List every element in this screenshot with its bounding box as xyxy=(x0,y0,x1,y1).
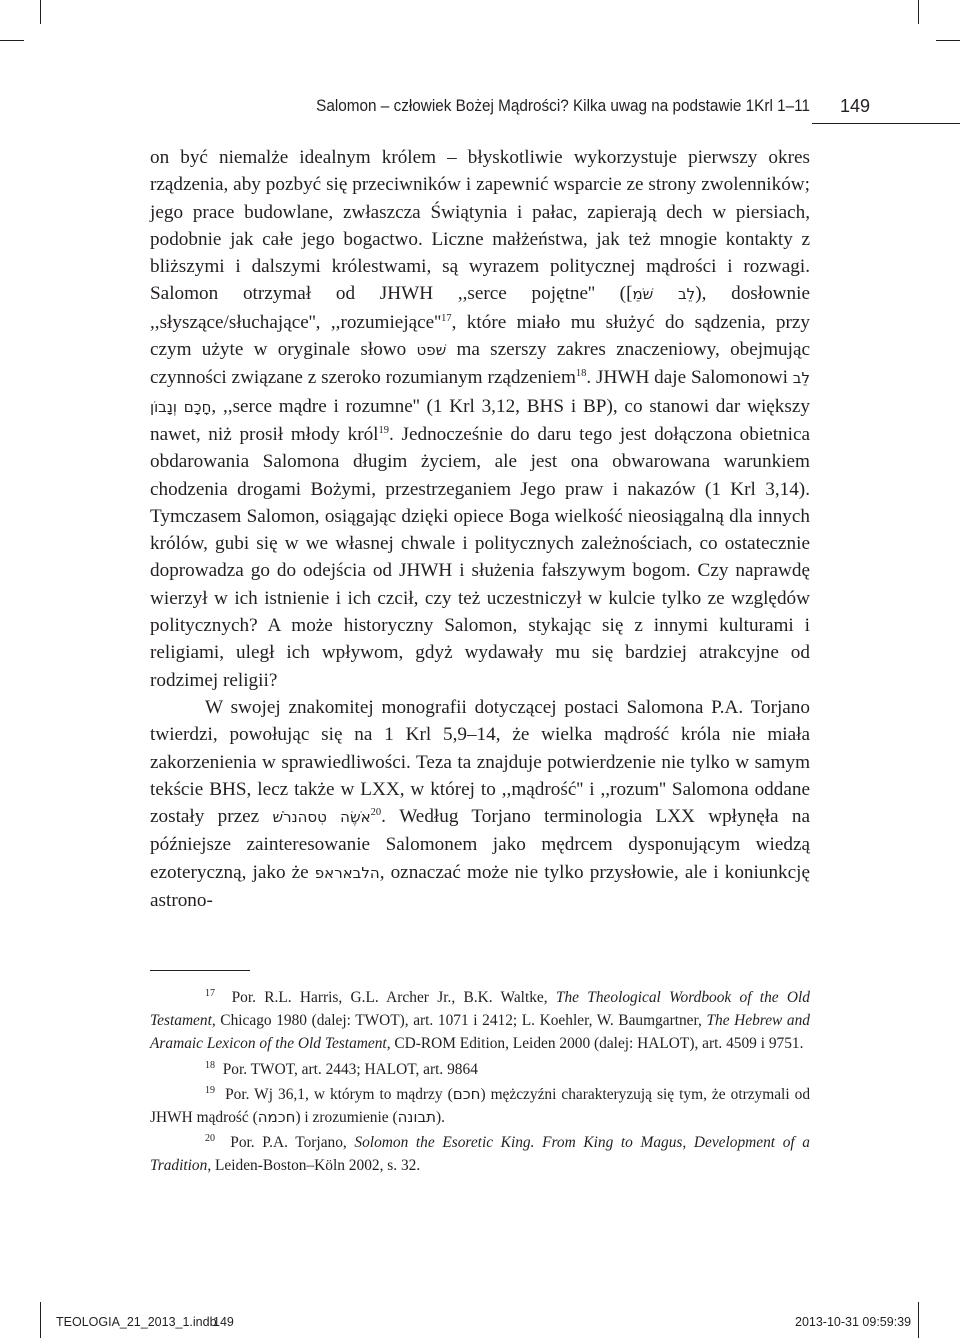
crop-mark-top-left-h xyxy=(0,40,24,41)
page-number: 149 xyxy=(840,96,871,116)
footnote-18 xyxy=(150,1058,810,1081)
footnotes xyxy=(150,986,810,1180)
text-run: , CD-ROM Edition, Leiden 2000 (dalej: HALOT), art. 4509 i 9751. xyxy=(386,1035,804,1053)
text-run: ), dosłownie ,,słyszące/słuchające'', ,,rozumiejące'' xyxy=(150,283,810,333)
paragraph-1 xyxy=(150,144,810,694)
text-run: , które miało mu służyć do sądzenia, przy czym użyte w oryginale słowo xyxy=(150,311,810,361)
hebrew-term: לֵב שֹׁמֵ xyxy=(632,285,696,304)
footnote-separator xyxy=(150,970,250,971)
book-title: The Theological Wordbook of the Old Testament xyxy=(150,989,810,1030)
text-run: Por. P.A. Torjano, xyxy=(230,1134,355,1152)
crop-mark-top-right-h xyxy=(936,40,960,41)
running-title: Salomon – człowiek Bożej Mądrości? Kilka uwag na podstawie 1Krl 1–11 xyxy=(316,96,810,115)
footnote-19 xyxy=(150,1083,810,1129)
text-run: Por. TWOT, art. 2443; HALOT, art. 9864 xyxy=(222,1060,478,1078)
text-run: , ,,serce mądre i rozumne'' (1 Krl 3,12, BHS i BP), co stanowi dar większy nawet, niż prosił młody król xyxy=(150,395,810,445)
hebrew-term: הלבאראפ xyxy=(314,863,380,882)
text-run: , oznaczać może nie tylko przysłowie, ale i koniunkcję astrono- xyxy=(150,861,810,912)
header-rule xyxy=(812,123,960,124)
crop-mark-top-left xyxy=(40,0,41,24)
footer-page-number: 149 xyxy=(213,1315,234,1329)
footnote-number: 19 xyxy=(205,1084,215,1096)
text-run: ). xyxy=(436,1109,446,1127)
hebrew-term: לֵב חָכָם וְנָבוֹן xyxy=(150,369,810,416)
hebrew-term: תבונה xyxy=(397,1108,437,1127)
footer-timestamp: 2013-10-31 09:59:39 xyxy=(795,1315,912,1329)
footnote-ref[interactable]: 19 xyxy=(378,424,390,436)
main-text xyxy=(150,144,810,914)
text-run: ma szerszy zakres znaczeniowy, obejmując czynności związane z szeroko rozumianym rządzeniem xyxy=(150,339,810,389)
text-run: W swojej znakomitej monografii dotyczącej postaci Salomona P.A. Torjano twierdzi, powołując się na 1 Krl 5,9–14, że wielka mądrość króla nie miała zakorzenienia w sprawiedliwości. Teza ta znajduje potwierdzenie nie tylko w samym tekście BHS, lecz także w LXX, w której to ,,mądrość'' i ,,rozum'' Salomona oddane zostały przez xyxy=(150,696,810,828)
text-run: ) mężczyźni charakteryzują się tym, że otrzymali od JHWH mądrość ( xyxy=(150,1085,811,1127)
crop-mark-top-right xyxy=(918,0,919,24)
book-title: Solomon the Esoretic King. From King to Magus, Development of a Tradition xyxy=(150,1134,810,1175)
text-run: Por. Wj 36,1, w którym to mądrzy ( xyxy=(225,1085,453,1103)
text-run: . JHWH daje Salomonowi xyxy=(586,367,793,389)
book-title: The Hebrew and Aramaic Lexicon of the Old Testament xyxy=(150,1012,810,1053)
hebrew-term: חכם xyxy=(452,1084,481,1103)
footnote-ref[interactable]: 18 xyxy=(575,368,587,380)
text-run: , Chicago 1980 (dalej: TWOT), art. 1071 i 2412; L. Koehler, W. Baumgartner, xyxy=(211,1012,707,1030)
footnote-number: 18 xyxy=(205,1059,215,1071)
footnote-ref[interactable]: 20 xyxy=(370,807,382,819)
text-run: . Jednocześnie do daru tego jest dołączona obietnica obdarowania Salomona długim życiem, ale jest ona obwarowana warunkiem chodzenia drogami Bożymi, przestrzeganiem Jego praw i nakazów (1 Krl 3,14). Tymczasem Salomon, osiągając dzięki opiece Boga wielkość nieosiągalną dla innych królów, gubi się w we własnej chwale i politycznych zależnościach, co ostatecznie doprowadza go do odejścia od JHWH i służenia fałszywym bogom. Czy naprawdę wierzył w ich istnienie i ich czcił, czy też uczestniczył w kulcie tylko ze względów politycznych? A może historyczny Salomon, stykając się z innymi kulturami i religiami, uległ ich wpływom, gdyż wydawały mu się bardziej atrakcyjne od rodzimej religii? xyxy=(150,423,811,691)
footnote-number: 20 xyxy=(205,1133,215,1145)
text-run: ) i zrozumienie ( xyxy=(295,1109,398,1127)
page-header xyxy=(150,90,960,126)
crop-mark-bottom-right xyxy=(918,1302,919,1338)
text-run: . Według Torjano terminologia LXX wpłynęła na późniejsze zainteresowanie Salomonem jako mędrcem dysponującym wiedzą ezoteryczną, jako że xyxy=(150,806,810,883)
hebrew-term: שׁפט xyxy=(416,341,447,360)
footnote-ref[interactable]: 17 xyxy=(441,312,452,324)
footnote-17 xyxy=(150,986,810,1056)
hebrew-term: חכמה xyxy=(257,1108,296,1127)
text-run: , Leiden-Boston–Köln 2002, s. 32. xyxy=(207,1157,421,1175)
crop-mark-bottom-left xyxy=(40,1302,41,1338)
text-run: Por. R.L. Harris, G.L. Archer Jr., B.K. Waltke, xyxy=(231,989,556,1006)
text-run: on być niemalże idealnym królem – błyskotliwie wykorzystuje pierwszy okres rządzenia, aby pozbyć się przeciwników i zapewnić wsparcie ze strony zwolenników; jego prace budowlane, zwłaszcza Świątynia i pałac, zapierają dech w piersiach, podobnie jak całe jego bogactwo. Liczne małżeństwa, jak też mnogie kontakty z bliższymi i dalszymi królestwami, są wyrazem politycznej mądrości i rozwagi. Salomon otrzymał od JHWH ,,serce pojętne'' ([ xyxy=(150,147,810,305)
paragraph-2 xyxy=(150,694,810,914)
hebrew-term: אֹשֶׂה טִסהנרֹשׁ xyxy=(272,808,371,827)
footnote-20 xyxy=(150,1131,810,1177)
footer-filename: TEOLOGIA_21_2013_1.indb xyxy=(56,1315,217,1329)
footnote-number: 17 xyxy=(205,988,215,999)
